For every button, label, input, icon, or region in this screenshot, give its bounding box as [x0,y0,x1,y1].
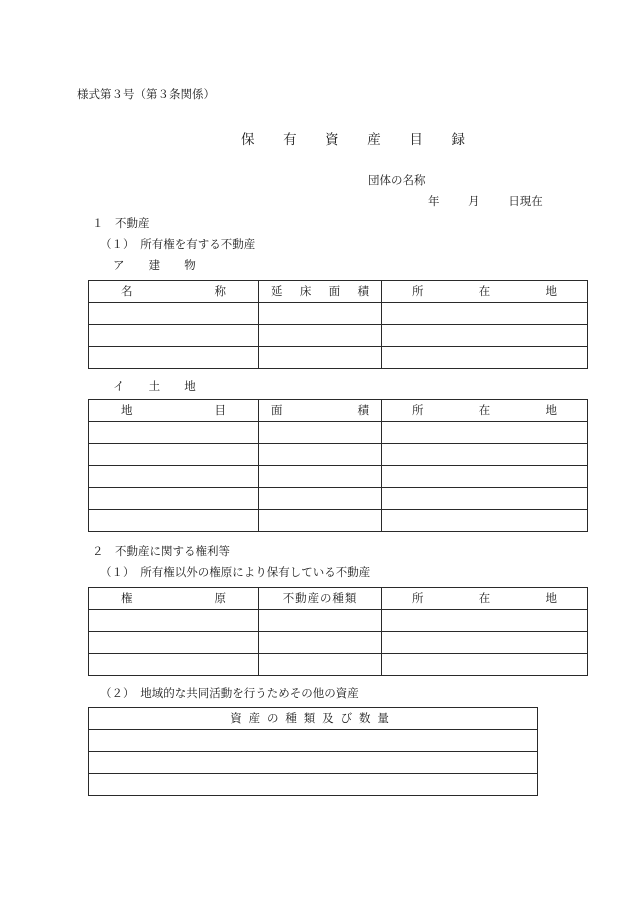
table-cell[interactable] [89,303,259,325]
header-char: 地 [121,403,133,417]
header-char: 在 [478,284,491,298]
table-cell[interactable] [259,488,382,510]
header-char: 地 [545,284,557,298]
table-row [89,610,588,632]
table-row [89,752,538,774]
table-cell[interactable] [382,466,588,488]
header-char: 所 [412,403,424,417]
table-cell[interactable] [89,488,259,510]
header-cell-floor-area [259,281,382,303]
section-1-heading: １ 不動産 [92,216,150,230]
section-2-1-heading: （１） 所有権以外の権原により保有している不動産 [100,565,371,579]
header-cell-property-type [259,588,382,610]
table-row [89,347,588,369]
header-char: 所 [412,591,424,605]
land-heading: イ 土 地 [113,379,203,393]
buildings-table [88,280,588,369]
section-2-heading: ２ 不動産に関する権利等 [92,544,230,558]
header-char: 面 [328,284,341,298]
table-header-row [89,281,588,303]
header-char: 名 [121,284,133,298]
buildings-heading: ア 建 物 [113,258,203,272]
table-cell[interactable] [382,325,588,347]
table-cell[interactable] [89,466,259,488]
header-char: 地 [545,403,557,417]
table-cell[interactable] [382,654,588,676]
table-cell[interactable] [259,422,382,444]
header-text: 不動産の種類 [282,591,358,605]
form-number: 様式第３号（第３条関係） [77,87,215,101]
table-cell[interactable] [89,325,259,347]
table-cell[interactable] [89,510,259,532]
header-char: 延 [271,284,283,298]
table-cell[interactable] [89,347,259,369]
table-cell[interactable] [259,510,382,532]
table-cell[interactable] [259,347,382,369]
header-cell-location [382,588,588,610]
header-char: 積 [357,284,369,298]
table-cell[interactable] [259,325,382,347]
table-cell[interactable] [89,654,259,676]
table-cell[interactable] [382,347,588,369]
header-cell-asset-type-quantity [89,708,538,730]
table-cell[interactable] [382,422,588,444]
month-label: 月 [468,194,480,208]
table-row [89,325,588,347]
table-row [89,654,588,676]
table-header-row [89,708,538,730]
header-cell-location [382,281,588,303]
section-1-1-heading: （１） 所有権を有する不動産 [100,237,256,251]
table-cell[interactable] [89,444,259,466]
table-cell[interactable] [382,510,588,532]
table-cell[interactable] [89,610,259,632]
header-char: 地 [545,591,557,605]
table-row [89,466,588,488]
table-cell[interactable] [89,774,538,796]
header-char: 目 [214,403,226,417]
organization-name-label: 団体の名称 [368,173,426,187]
table-header-row [89,588,588,610]
land-table [88,399,588,532]
table-row [89,422,588,444]
table-cell[interactable] [89,752,538,774]
as-of-date-line [428,193,543,209]
table-row [89,303,588,325]
table-cell[interactable] [259,466,382,488]
header-char: 称 [214,284,226,298]
table-cell[interactable] [259,610,382,632]
table-cell[interactable] [259,632,382,654]
header-char: 所 [412,284,424,298]
header-char: 権 [121,591,133,605]
table-row [89,632,588,654]
table-cell[interactable] [382,303,588,325]
rights-table [88,587,588,676]
table-row [89,510,588,532]
header-char: 在 [478,403,491,417]
table-header-row [89,400,588,422]
table-cell[interactable] [259,654,382,676]
year-label: 年 [428,194,440,208]
header-cell-area [259,400,382,422]
section-2-2-heading: （２） 地域的な共同活動を行うためその他の資産 [100,686,359,700]
header-char: 原 [214,591,226,605]
header-cell-land-category [89,400,259,422]
table-cell[interactable] [259,303,382,325]
table-cell[interactable] [89,632,259,654]
header-char: 積 [357,403,369,417]
document-title: 保 有 資 産 目 録 [241,132,478,148]
table-row [89,774,538,796]
day-label: 日現在 [508,194,543,208]
table-cell[interactable] [89,422,259,444]
header-text: 資産の種類及び数量 [230,711,396,725]
other-assets-table [88,707,538,796]
header-cell-title [89,588,259,610]
header-char: 床 [299,284,312,298]
table-cell[interactable] [382,610,588,632]
table-cell[interactable] [382,488,588,510]
table-cell[interactable] [89,730,538,752]
table-row [89,730,538,752]
table-cell[interactable] [382,632,588,654]
header-cell-name [89,281,259,303]
table-row [89,444,588,466]
header-char: 在 [478,591,491,605]
header-cell-location [382,400,588,422]
table-cell[interactable] [259,444,382,466]
table-cell[interactable] [382,444,588,466]
table-row [89,488,588,510]
header-char: 面 [271,403,283,417]
